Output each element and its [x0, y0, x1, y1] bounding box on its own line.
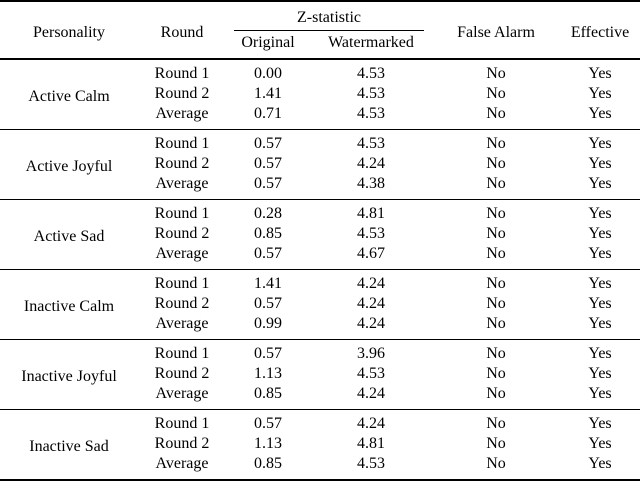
round-cell: Average — [155, 315, 209, 332]
round-cell: Round 2 — [154, 225, 210, 242]
watermarked-cell: 4.53 — [357, 455, 385, 472]
effective-cell: Yes — [588, 435, 612, 452]
false-alarm-cell: No — [486, 225, 506, 242]
watermarked-cell: 4.24 — [357, 385, 385, 402]
effective-cell: Yes — [588, 365, 612, 382]
table-row — [0, 59, 640, 84]
effective-cell: Yes — [588, 385, 612, 402]
watermarked-cell: 4.24 — [357, 415, 385, 432]
original-cell: 0.71 — [254, 105, 282, 122]
group-active-sad — [0, 200, 640, 270]
watermarked-cell: 4.53 — [357, 365, 385, 382]
effective-cell: Yes — [588, 65, 612, 82]
round-cell: Round 2 — [154, 85, 210, 102]
effective-cell: Yes — [588, 275, 612, 292]
effective-cell: Yes — [588, 455, 612, 472]
effective-cell: Yes — [588, 175, 612, 192]
watermarked-cell: 4.53 — [357, 65, 385, 82]
round-cell: Round 2 — [154, 435, 210, 452]
original-cell: 0.57 — [254, 155, 282, 172]
original-cell: 0.57 — [254, 245, 282, 262]
original-cell: 0.57 — [254, 295, 282, 312]
effective-cell: Yes — [588, 225, 612, 242]
watermarked-cell: 4.24 — [357, 155, 385, 172]
false-alarm-cell: No — [486, 315, 506, 332]
personality-cell: Active Sad — [33, 227, 105, 245]
table-row — [0, 270, 640, 295]
personality-cell: Inactive Joyful — [21, 367, 117, 385]
false-alarm-cell: No — [486, 435, 506, 452]
false-alarm-cell: No — [486, 245, 506, 262]
original-cell: 0.28 — [254, 205, 282, 222]
personality-cell: Active Joyful — [25, 157, 113, 175]
effective-cell: Yes — [588, 315, 612, 332]
original-cell: 0.57 — [254, 135, 282, 152]
personality-cell: Inactive Sad — [29, 437, 109, 455]
group-active-calm — [0, 59, 640, 130]
group-inactive-calm — [0, 270, 640, 340]
original-cell: 0.85 — [254, 225, 282, 242]
original-cell: 0.57 — [254, 345, 282, 362]
column-header-round: Round — [160, 24, 204, 41]
effective-cell: Yes — [588, 295, 612, 312]
round-cell: Round 2 — [154, 365, 210, 382]
effective-cell: Yes — [588, 85, 612, 102]
round-cell: Average — [155, 385, 209, 402]
false-alarm-cell: No — [486, 455, 506, 472]
round-cell: Round 1 — [154, 345, 210, 362]
false-alarm-cell: No — [486, 275, 506, 292]
original-cell: 0.57 — [254, 415, 282, 432]
round-cell: Round 1 — [154, 275, 210, 292]
column-header-effective: Effective — [570, 24, 630, 41]
round-cell: Round 2 — [154, 155, 210, 172]
watermarked-cell: 4.53 — [357, 225, 385, 242]
watermarked-cell: 4.24 — [357, 295, 385, 312]
table-header — [0, 1, 640, 59]
table-row — [0, 340, 640, 365]
original-cell: 0.99 — [254, 315, 282, 332]
false-alarm-cell: No — [486, 85, 506, 102]
original-cell: 1.41 — [254, 85, 282, 102]
false-alarm-cell: No — [486, 295, 506, 312]
watermarked-cell: 4.81 — [357, 205, 385, 222]
group-inactive-joyful — [0, 340, 640, 410]
original-cell: 1.13 — [254, 435, 282, 452]
watermarked-cell: 4.53 — [357, 135, 385, 152]
watermarked-cell: 4.81 — [357, 435, 385, 452]
header-row-top — [0, 1, 640, 32]
watermarked-cell: 3.96 — [357, 345, 385, 362]
false-alarm-cell: No — [486, 345, 506, 362]
false-alarm-cell: No — [486, 175, 506, 192]
original-cell: 1.13 — [254, 365, 282, 382]
false-alarm-cell: No — [486, 105, 506, 122]
effective-cell: Yes — [588, 345, 612, 362]
round-cell: Average — [155, 245, 209, 262]
effective-cell: Yes — [588, 135, 612, 152]
original-cell: 0.85 — [254, 455, 282, 472]
group-inactive-sad — [0, 410, 640, 481]
watermarked-cell: 4.24 — [357, 275, 385, 292]
round-cell: Round 1 — [154, 65, 210, 82]
watermarked-cell: 4.53 — [357, 105, 385, 122]
round-cell: Round 1 — [154, 205, 210, 222]
original-cell: 0.85 — [254, 385, 282, 402]
round-cell: Round 1 — [154, 415, 210, 432]
column-header-false-alarm: False Alarm — [457, 24, 535, 41]
original-cell: 1.41 — [254, 275, 282, 292]
watermarked-cell: 4.38 — [357, 175, 385, 192]
column-header-z-statistic — [226, 1, 432, 32]
personality-cell: Inactive Calm — [23, 297, 115, 315]
original-cell: 0.00 — [254, 65, 282, 82]
column-header-original: Original — [241, 34, 295, 51]
effective-cell: Yes — [588, 415, 612, 432]
table-row — [0, 410, 640, 435]
false-alarm-cell: No — [486, 365, 506, 382]
table-row — [0, 200, 640, 225]
round-cell: Average — [155, 105, 209, 122]
false-alarm-cell: No — [486, 155, 506, 172]
watermarked-cell: 4.53 — [357, 85, 385, 102]
false-alarm-cell: No — [486, 205, 506, 222]
false-alarm-cell: No — [486, 65, 506, 82]
effective-cell: Yes — [588, 105, 612, 122]
z-statistic-label: Z-statistic — [234, 9, 424, 31]
effective-cell: Yes — [588, 245, 612, 262]
false-alarm-cell: No — [486, 415, 506, 432]
false-alarm-cell: No — [486, 385, 506, 402]
group-active-joyful — [0, 130, 640, 200]
column-header-watermarked: Watermarked — [328, 34, 414, 51]
table-row — [0, 130, 640, 155]
round-cell: Round 1 — [154, 135, 210, 152]
column-header-personality: Personality — [33, 24, 105, 41]
false-alarm-cell: No — [486, 135, 506, 152]
watermarked-cell: 4.67 — [357, 245, 385, 262]
personality-cell: Active Calm — [28, 87, 110, 105]
original-cell: 0.57 — [254, 175, 282, 192]
effective-cell: Yes — [588, 205, 612, 222]
effective-cell: Yes — [588, 155, 612, 172]
round-cell: Average — [155, 455, 209, 472]
watermarked-cell: 4.24 — [357, 315, 385, 332]
round-cell: Round 2 — [154, 295, 210, 312]
round-cell: Average — [155, 175, 209, 192]
